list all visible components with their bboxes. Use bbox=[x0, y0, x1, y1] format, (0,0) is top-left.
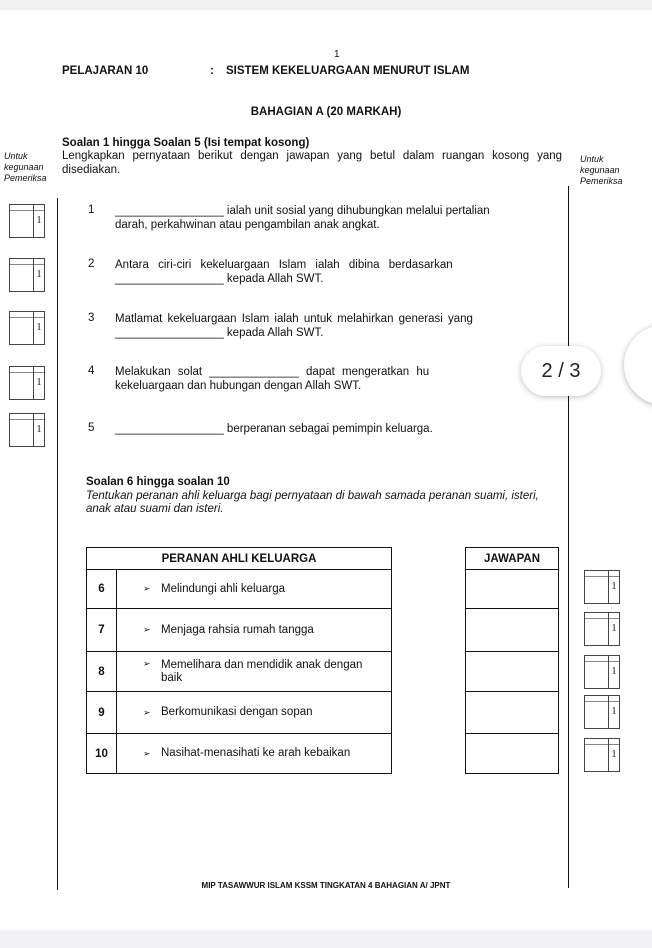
lesson-number: PELAJARAN 10 bbox=[62, 65, 149, 77]
answer-cell-8[interactable] bbox=[466, 652, 559, 692]
row-text: Nasihat-menasihati ke arah kebaikan bbox=[161, 747, 351, 759]
mark-box-3 bbox=[9, 311, 45, 345]
mark-box-3-value: 1 bbox=[33, 312, 44, 344]
roles-table-header-row bbox=[87, 548, 392, 570]
roles-table bbox=[86, 547, 392, 774]
mark-box-6-value: 1 bbox=[608, 571, 619, 603]
arrow-bullet-icon: ➢ bbox=[143, 583, 151, 594]
section2-instruction: Tentukan peranan ahli keluarga bagi pernyataan di bawah samada peranan suami, isteri, anak atau suami dan isteri. bbox=[86, 490, 539, 515]
mark-box-10 bbox=[584, 738, 620, 772]
mark-box-5 bbox=[9, 413, 45, 447]
mark-box-4-value: 1 bbox=[33, 367, 44, 399]
answer-row bbox=[466, 692, 559, 734]
row-number: 9 bbox=[87, 692, 117, 734]
header-colon: : bbox=[210, 65, 214, 77]
right-margin-line bbox=[568, 186, 569, 888]
section1-heading: Soalan 1 hingga Soalan 5 (Isi tempat kosong) bbox=[62, 137, 310, 149]
row-number: 7 bbox=[87, 609, 117, 652]
answer-table-header: JAWAPAN bbox=[466, 548, 559, 570]
section1-instruction: Lengkapkan pernyataan berikut dengan jawapan yang betul dalam ruangan kosong yang disediakan. bbox=[62, 150, 562, 176]
mark-box-7 bbox=[584, 612, 620, 646]
table-row bbox=[87, 692, 392, 734]
question-4-number: 4 bbox=[88, 365, 95, 377]
lesson-title: SISTEM KEKELUARGAAN MENURUT ISLAM bbox=[226, 65, 470, 77]
row-text: Menjaga rahsia rumah tangga bbox=[161, 623, 314, 636]
row-text-cell bbox=[117, 734, 392, 774]
row-text-cell bbox=[117, 692, 392, 734]
question-3-number: 3 bbox=[88, 312, 95, 324]
question-3-line1: Matlamat kekeluargaan Islam ialah untuk melahirkan generasi yang bbox=[115, 313, 473, 325]
examiner-label-right-line2: kegunaan bbox=[580, 165, 620, 175]
answer-cell-9[interactable] bbox=[466, 692, 559, 734]
footer-text: MIP TASAWWUR ISLAM KSSM TINGKATAN 4 BAHAGIAN A/ JPNT bbox=[201, 881, 451, 890]
answer-table-header-row bbox=[466, 548, 559, 570]
left-margin-line bbox=[57, 198, 58, 890]
answer-cell-10[interactable] bbox=[466, 734, 559, 774]
examiner-label-left-line3: Pemeriksa bbox=[4, 173, 47, 183]
examiner-label-left-line2: kegunaan bbox=[4, 162, 44, 172]
question-5-text bbox=[115, 422, 560, 436]
question-5-number: 5 bbox=[88, 422, 95, 434]
question-3-text bbox=[115, 312, 560, 340]
arrow-bullet-icon: ➢ bbox=[143, 624, 151, 635]
table-row bbox=[87, 609, 392, 652]
question-2-line1: Antara ciri-ciri kekeluargaan Islam ialah dibina berdasarkan bbox=[115, 259, 453, 271]
examiner-label-left bbox=[4, 151, 47, 184]
mark-box-8 bbox=[584, 655, 620, 689]
mark-box-2-value: 1 bbox=[33, 259, 44, 291]
mark-box-1 bbox=[9, 204, 45, 238]
answer-row bbox=[466, 652, 559, 692]
answer-row bbox=[466, 734, 559, 774]
page-number: 1 bbox=[334, 49, 340, 60]
answer-table bbox=[465, 547, 559, 774]
part-title: BAHAGIAN A (20 MARKAH) bbox=[250, 106, 402, 118]
question-1-line2: darah, perkahwinan atau pengambilan anak angkat. bbox=[115, 219, 380, 231]
question-5-line1: _________________ berperanan sebagai pemimpin keluarga. bbox=[115, 423, 433, 435]
arrow-bullet-icon: ➢ bbox=[143, 748, 151, 758]
answer-cell-6[interactable] bbox=[466, 570, 559, 609]
mark-box-4 bbox=[9, 366, 45, 400]
row-text-cell bbox=[117, 570, 392, 609]
examiner-label-right-line3: Pemeriksa bbox=[580, 176, 623, 186]
mark-box-1-value: 1 bbox=[33, 205, 44, 237]
question-3-line2: _________________ kepada Allah SWT. bbox=[115, 327, 324, 339]
examiner-label-right bbox=[580, 154, 623, 187]
question-2-text bbox=[115, 258, 560, 286]
question-4-line1: Melakukan solat ______________ dapat mengeratkan hu bbox=[115, 366, 430, 378]
question-2-number: 2 bbox=[88, 258, 95, 270]
mark-box-5-value: 1 bbox=[33, 414, 44, 446]
answer-cell-7[interactable] bbox=[466, 609, 559, 652]
question-1-line1: _________________ ialah unit sosial yang dihubungkan melalui pertalian bbox=[115, 205, 490, 217]
question-1-text bbox=[115, 204, 560, 232]
page-indicator: 2 / 3 bbox=[521, 346, 601, 396]
row-text: Memelihara dan mendidik anak dengan baik bbox=[161, 658, 363, 684]
examiner-label-left-line1: Untuk bbox=[4, 151, 28, 161]
row-text-cell bbox=[117, 609, 392, 652]
row-text-cell bbox=[117, 652, 392, 692]
row-number: 8 bbox=[87, 652, 117, 692]
mark-box-9-value: 1 bbox=[608, 696, 619, 728]
arrow-bullet-icon: ➢ bbox=[143, 658, 151, 669]
table-row bbox=[87, 570, 392, 609]
question-4-text bbox=[115, 365, 560, 393]
table-row bbox=[87, 652, 392, 692]
row-number: 10 bbox=[87, 734, 117, 774]
section2-heading: Soalan 6 hingga soalan 10 bbox=[86, 476, 230, 488]
mark-box-8-value: 1 bbox=[608, 656, 619, 688]
row-text: Berkomunikasi dengan sopan bbox=[161, 706, 313, 718]
examiner-label-right-line1: Untuk bbox=[580, 154, 604, 164]
mark-box-9 bbox=[584, 695, 620, 729]
arrow-bullet-icon: ➢ bbox=[143, 707, 151, 717]
row-number: 6 bbox=[87, 570, 117, 609]
mark-box-7-value: 1 bbox=[608, 613, 619, 645]
question-4-line2: kekeluargaan dan hubungan dengan Allah SWT. bbox=[115, 380, 362, 392]
answer-row bbox=[466, 570, 559, 609]
answer-row bbox=[466, 609, 559, 652]
table-row bbox=[87, 734, 392, 774]
row-text: Melindungi ahli keluarga bbox=[161, 582, 286, 595]
question-2-line2: _________________ kepada Allah SWT. bbox=[115, 273, 324, 285]
mark-box-6 bbox=[584, 570, 620, 604]
roles-table-header: PERANAN AHLI KELUARGA bbox=[87, 548, 392, 570]
question-1-number: 1 bbox=[88, 204, 95, 216]
mark-box-10-value: 1 bbox=[608, 739, 619, 771]
mark-box-2 bbox=[9, 258, 45, 292]
